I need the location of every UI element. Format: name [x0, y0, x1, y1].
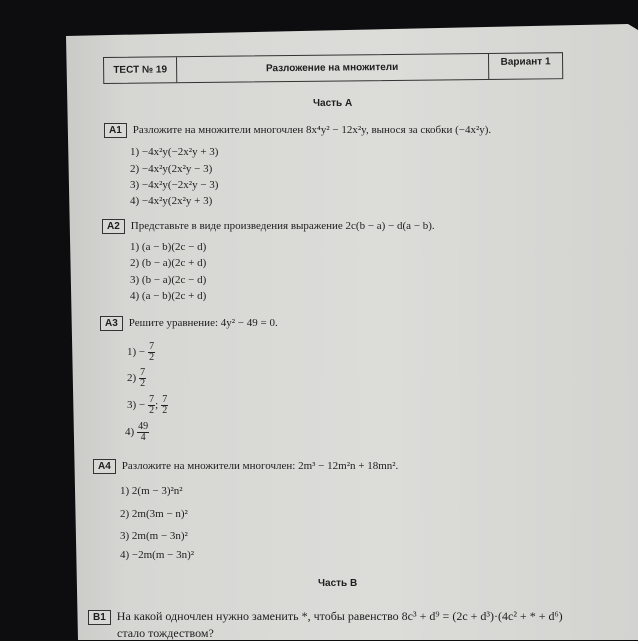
answer-option: 2) 2m(3m − n)²: [120, 508, 188, 520]
test-topic: Разложение на множители: [176, 54, 489, 82]
answer-option: 2) (b − a)(2c + d): [130, 257, 207, 269]
question-a3: [100, 316, 278, 331]
fraction: [161, 395, 168, 416]
fraction: [137, 422, 149, 443]
question-a2: [102, 219, 435, 234]
question-tag: A4: [93, 459, 116, 474]
answer-option: [127, 368, 146, 389]
fraction: [148, 342, 155, 363]
question-tag: A3: [100, 316, 123, 331]
answer-option: 1) −4x²y(−2x²y + 3): [130, 146, 219, 158]
denominator: 2: [140, 378, 146, 389]
question-text: Разложите на множители многочлен 8x⁴y² − 12x²y, вынося за скобки (−4x²y).: [132, 124, 492, 136]
variant-label: Вариант 1: [500, 56, 551, 68]
option-label: 4): [125, 426, 135, 439]
question-tag: A1: [104, 123, 127, 138]
question-text: Разложите на множители многочлен: 2m³ − 12m²n + 18mn².: [121, 460, 399, 472]
answer-option: 3) 2m(m − 3n)²: [120, 530, 188, 542]
numerator: 7: [162, 394, 168, 405]
answer-option: 2) −4x²y(2x²y − 3): [130, 163, 213, 175]
part-b-heading: Часть В: [318, 578, 358, 589]
answer-option: 3) (b − a)(2c − d): [130, 274, 207, 286]
question-text: Представьте в виде произведения выражение 2c(b − a) − d(a − b).: [130, 220, 435, 232]
denominator: 2: [162, 405, 168, 416]
option-label: 1) −: [127, 346, 146, 359]
question-tag: B1: [88, 610, 111, 625]
numerator: 7: [149, 394, 155, 405]
answer-option: [127, 395, 168, 416]
part-a-heading: Часть А: [313, 98, 353, 109]
answer-option: 1) (a − b)(2c − d): [130, 241, 207, 253]
answer-option: 4) −4x²y(2x²y + 3): [130, 195, 213, 207]
denominator: 2: [149, 352, 155, 363]
question-a4: [93, 459, 398, 474]
question-a1: [104, 123, 491, 138]
answer-option: [125, 422, 149, 443]
denominator: 2: [149, 405, 155, 416]
numerator: 7: [149, 341, 155, 352]
test-number: ТЕСТ № 19: [104, 57, 177, 83]
numerator: 49: [138, 421, 149, 432]
fraction: [139, 368, 146, 389]
answer-option: 3) −4x²y(−2x²y − 3): [130, 179, 219, 191]
question-tag: A2: [102, 219, 125, 234]
separator: ;: [155, 399, 159, 412]
answer-option: 4) −2m(m − 3n)²: [120, 549, 195, 561]
question-text: На какой одночлен нужно заменить *, чтобы равенство 8c³ + d⁹ = (2c + d³)·(4c² + * + d⁶): [116, 609, 563, 623]
answer-option: 4) (a − b)(2c + d): [130, 290, 207, 302]
answer-option: [127, 342, 155, 363]
question-b1: [88, 609, 563, 625]
question-text-continued: стало тождеством?: [117, 626, 214, 640]
denominator: 4: [140, 432, 146, 443]
question-text: Решите уравнение: 4y² − 49 = 0.: [128, 317, 278, 329]
option-label: 3) −: [127, 399, 146, 412]
answer-option: 1) 2(m − 3)²n²: [120, 485, 183, 497]
numerator: 7: [140, 367, 146, 378]
option-label: 2): [127, 372, 137, 385]
test-header-table: [103, 52, 563, 84]
